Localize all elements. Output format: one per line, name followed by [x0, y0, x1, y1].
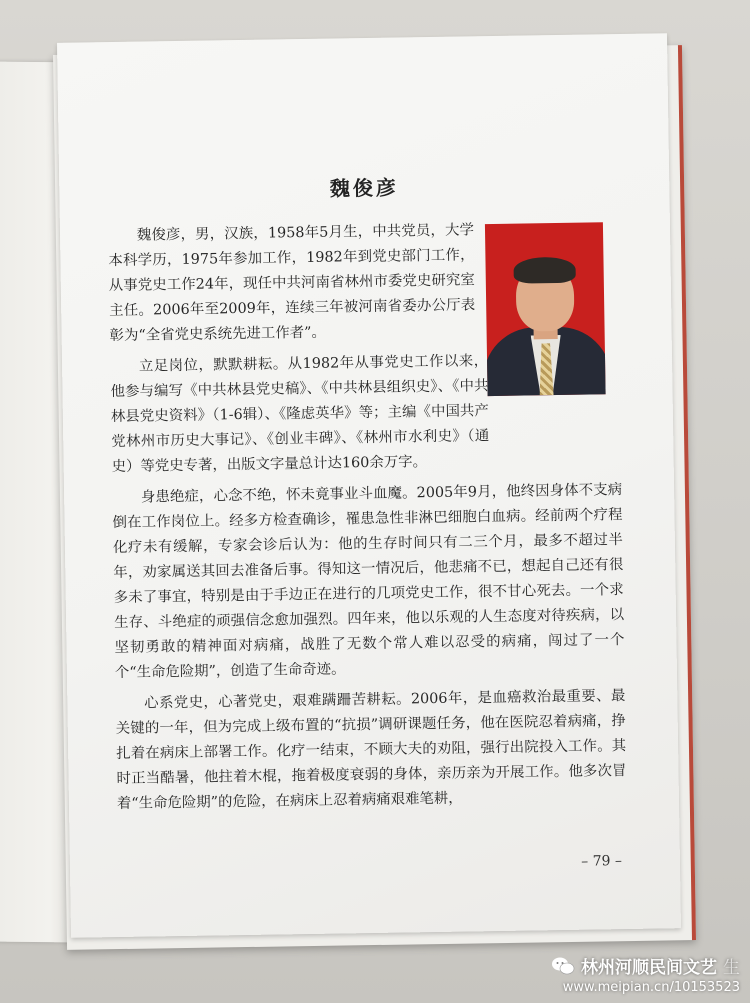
- left-page-char: [0, 457, 2, 485]
- page-number: – 79 –: [581, 853, 623, 870]
- book-page: [57, 33, 681, 937]
- paragraph-work: 立足岗位，默默耕耘。从1982年从事党史工作以来，他参与编写《中共林县党史稿》、《中共林县组织史》、《中共林县党史资料》（1-6辑）、《隆虑英华》等；主编《中国共产党林州市历史大事记》、《创业丰碑》、《林州市水利史》（通史）等党史专著，出版文字量总计达160余万字。: [110, 353, 490, 476]
- paragraph-dedication: 心系党史，心著党史，艰难蹒跚苦耕耘。2006年，是血癌救治最重要、最关键的一年，但为完成上级布置的“抗损”调研课题任务，他在医院忍着病痛，挣扎着在病床上部署工作。化疗一结束，不顾大夫的劝阻，强行出院投入工作。其时正当酷暑，他拄着木棍，拖着极度衰弱的身体，亲历亲为开展工作。他多次冒着“生命危险期”的危险，在病床上忍着病痛艰难笔耕，: [115, 688, 627, 812]
- wechat-icon: [551, 957, 575, 975]
- left-page-char: [0, 157, 2, 185]
- left-page-char: [0, 485, 2, 513]
- left-page-char: [0, 269, 2, 297]
- watermark-ghost-char: 生: [723, 958, 740, 978]
- body-text: [108, 216, 627, 823]
- paragraph-intro: 魏俊彦，男，汉族，1958年5月生，中共党员，大学本科学历，1975年参加工作，1982年到党史部门工作，从事党史工作24年，现任中共河南省林州市委党史研究室主任。2006年至2009年，连续三年被河南省委办公厅表彰为“全省党史系统先进工作者”。: [108, 222, 476, 345]
- left-page-char: [0, 513, 2, 541]
- left-page-char: [0, 297, 2, 325]
- left-page-char: [0, 185, 2, 213]
- left-page-char: [0, 341, 2, 369]
- paragraph-illness: 身患绝症，心念不绝，怀未竟事业斗血魔。2005年9月，他终因身体不支病倒在工作岗位上。经多方检查确诊，罹患急性非淋巴细胞白血病。经前两个疗程化疗未有缓解，专家会诊后认为：他的生存时间只有二三个月，最多不超过半年，劝家属送其回去准备后事。得知这一情况后，他悲痛不已，想起自己还有很多未了事宜，特别是由于手边正在进行的几项党史工作，很不甘心死去。一个求生存、斗绝症的顽强信念愈加强烈。四年来，他以乐观的人生态度对待疾病，以坚韧勇敢的精神面对病痛，战胜了无数个常人难以忍受的病痛，闯过了一个个“生命危险期”，创造了生命奇迹。: [112, 482, 625, 682]
- watermark-account: 林州河顺民间文艺: [581, 958, 717, 978]
- left-page-char: [0, 373, 2, 401]
- left-page-char: [0, 401, 2, 429]
- watermark: [551, 953, 740, 995]
- watermark-url: www.meipian.cn/10153523: [562, 980, 740, 995]
- page-title: 魏俊彦: [329, 175, 400, 201]
- left-page-char: [0, 241, 2, 269]
- left-page-char: [0, 213, 2, 241]
- left-page-char: [0, 429, 2, 457]
